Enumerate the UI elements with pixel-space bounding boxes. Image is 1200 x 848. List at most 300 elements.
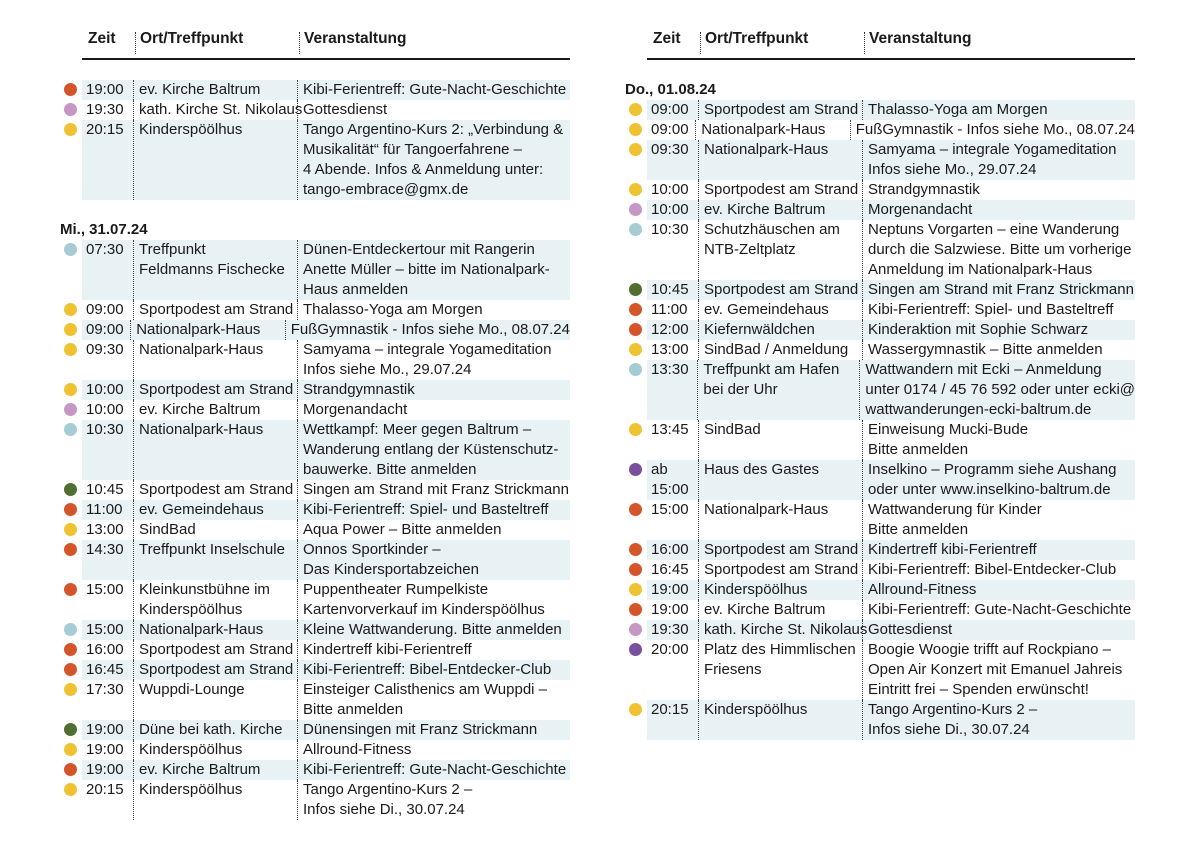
schedule-row xyxy=(647,460,1135,500)
event-line: Inselkino – Programm siehe Aushang xyxy=(868,461,1117,478)
event-location xyxy=(134,540,298,580)
event-location xyxy=(134,780,298,820)
event-line: Wanderung entlang der Küstenschutz- xyxy=(303,441,559,458)
event-line: Kibi-Ferientreff: Bibel-Entdecker-Club xyxy=(868,561,1117,578)
location-line: Kinderspöölhus xyxy=(139,741,243,758)
event-time xyxy=(647,340,699,360)
event-time xyxy=(82,760,134,780)
schedule-row xyxy=(647,560,1135,580)
schedule-row xyxy=(647,220,1135,280)
location-line: NTB-Zeltplatz xyxy=(704,241,796,258)
time-text: 10:00 xyxy=(86,401,124,418)
header-location: Ort/Treffpunkt xyxy=(140,30,244,47)
event-time xyxy=(82,120,134,200)
event-time xyxy=(82,500,134,520)
event-line: Kibi-Ferientreff: Bibel-Entdecker-Club xyxy=(303,661,552,678)
location-line: Treffpunkt Inselschule xyxy=(139,541,285,558)
schedule-row xyxy=(647,280,1135,300)
time-text: 19:00 xyxy=(651,601,689,618)
schedule-column-right xyxy=(625,28,1135,740)
event-location xyxy=(134,380,298,400)
event-time xyxy=(647,180,699,200)
location-line: Sportpodest am Strand xyxy=(704,101,859,118)
schedule-row xyxy=(82,520,570,540)
location-line: Sportpodest am Strand xyxy=(704,541,859,558)
time-text: 10:00 xyxy=(651,201,689,218)
category-dot-icon xyxy=(64,623,77,636)
event-location xyxy=(131,320,286,340)
event-line: Kibi-Ferientreff: Spiel- und Basteltreff xyxy=(303,501,549,518)
time-text: 09:00 xyxy=(651,121,689,138)
event-time xyxy=(82,640,134,660)
category-dot-icon xyxy=(64,723,77,736)
event-description xyxy=(298,500,570,520)
location-line: Nationalpark-Haus xyxy=(139,421,264,438)
location-line: Sportpodest am Strand xyxy=(139,641,294,658)
event-time xyxy=(647,140,699,180)
time-text: 19:00 xyxy=(86,741,124,758)
event-line: Infos siehe Mo., 29.07.24 xyxy=(868,161,1037,178)
category-dot-icon xyxy=(629,143,642,156)
event-location xyxy=(699,140,863,180)
location-line: Nationalpark-Haus xyxy=(139,341,264,358)
schedule-row xyxy=(82,640,570,660)
category-dot-icon xyxy=(629,283,642,296)
time-text: 16:45 xyxy=(86,661,124,678)
event-line: Morgenandacht xyxy=(868,201,973,218)
time-text: 11:00 xyxy=(86,501,123,518)
event-line: oder unter www.inselkino-baltrum.de xyxy=(868,481,1111,498)
location-line: Feldmanns Fischecke xyxy=(139,261,285,278)
event-line: Dünensingen mit Franz Strickmann xyxy=(303,721,538,738)
event-time xyxy=(647,620,699,640)
category-dot-icon xyxy=(629,303,642,316)
schedule-row xyxy=(82,580,570,620)
schedule-row xyxy=(647,180,1135,200)
event-line: wattwanderungen-ecki-baltrum.de xyxy=(865,401,1092,418)
schedule-row xyxy=(82,660,570,680)
location-line: Kinderspöölhus xyxy=(704,701,808,718)
event-line: Wassergymnastik – Bitte anmelden xyxy=(868,341,1103,358)
category-dot-icon xyxy=(629,323,642,336)
time-text: 10:00 xyxy=(651,181,689,198)
event-location xyxy=(699,340,863,360)
event-time xyxy=(647,600,699,620)
event-line: Kleine Wattwanderung. Bitte anmelden xyxy=(303,621,562,638)
event-location xyxy=(134,80,298,100)
category-dot-icon xyxy=(629,363,642,376)
event-line: Tango Argentino-Kurs 2: „Verbindung & xyxy=(303,121,564,138)
event-line: Kindertreff kibi-Ferientreff xyxy=(868,541,1037,558)
location-line: SindBad xyxy=(139,521,196,538)
event-location xyxy=(134,680,298,720)
table-header xyxy=(82,28,570,60)
schedule-row xyxy=(82,720,570,740)
location-line: Sportpodest am Strand xyxy=(704,181,859,198)
category-dot-icon xyxy=(64,503,77,516)
event-line: Kartenvorverkauf im Kinderspöölhus xyxy=(303,601,545,618)
time-text: 10:45 xyxy=(651,281,689,298)
schedule-row xyxy=(82,680,570,720)
location-line: ev. Kirche Baltrum xyxy=(139,401,261,418)
schedule-row xyxy=(647,100,1135,120)
event-time xyxy=(82,400,134,420)
category-dot-icon xyxy=(64,523,77,536)
event-description xyxy=(298,780,570,820)
time-text: 19:30 xyxy=(86,101,124,118)
location-line: Nationalpark-Haus xyxy=(139,621,264,638)
event-line: Tango Argentino-Kurs 2 – xyxy=(303,781,473,798)
event-description xyxy=(863,420,1135,460)
event-description xyxy=(863,220,1135,280)
time-text: 10:45 xyxy=(86,481,124,498)
time-text: 09:30 xyxy=(86,341,124,358)
header-time: Zeit xyxy=(653,30,681,47)
time-text: 19:00 xyxy=(86,81,124,98)
time-text: 20:15 xyxy=(86,121,124,138)
event-line: Tango Argentino-Kurs 2 – xyxy=(868,701,1038,718)
event-description xyxy=(863,640,1135,700)
event-description xyxy=(298,100,570,120)
location-line: kath. Kirche St. Nikolaus xyxy=(704,621,868,638)
event-location xyxy=(134,500,298,520)
event-location xyxy=(134,480,298,500)
schedule-row xyxy=(647,200,1135,220)
location-line: ev. Kirche Baltrum xyxy=(139,81,261,98)
time-text: 12:00 xyxy=(651,321,689,338)
category-dot-icon xyxy=(629,223,642,236)
location-line: ev. Kirche Baltrum xyxy=(704,201,826,218)
event-time xyxy=(647,220,699,280)
event-description xyxy=(863,540,1135,560)
event-time xyxy=(647,280,699,300)
event-description xyxy=(298,380,570,400)
event-time xyxy=(647,460,699,500)
category-dot-icon xyxy=(64,663,77,676)
event-location xyxy=(134,660,298,680)
time-text: 10:00 xyxy=(86,381,124,398)
schedule-row xyxy=(647,320,1135,340)
event-line: FußGymnastik - Infos siehe Mo., 08.07.24 xyxy=(855,121,1135,138)
category-dot-icon xyxy=(629,203,642,216)
event-time xyxy=(647,640,699,700)
event-location xyxy=(699,320,863,340)
category-dot-icon xyxy=(629,703,642,716)
event-description xyxy=(863,460,1135,500)
event-time xyxy=(647,200,699,220)
category-dot-icon xyxy=(64,763,77,776)
location-line: Nationalpark-Haus xyxy=(704,141,829,158)
event-line: Singen am Strand mit Franz Strickmann xyxy=(303,481,569,498)
schedule-list-left xyxy=(60,80,570,820)
time-text: 07:30 xyxy=(86,241,124,258)
time-text: 09:00 xyxy=(651,101,689,118)
event-line: Gottesdienst xyxy=(303,101,388,118)
time-text: 15:00 xyxy=(86,581,124,598)
time-text: 13:00 xyxy=(86,521,124,538)
schedule-row xyxy=(647,120,1135,140)
category-dot-icon xyxy=(64,243,77,256)
event-location xyxy=(134,420,298,480)
event-line: Anette Müller – bitte im Nationalpark- xyxy=(303,261,550,278)
event-description xyxy=(298,120,570,200)
event-line: Boogie Woogie trifft auf Rockpiano – xyxy=(868,641,1111,658)
schedule-row xyxy=(82,340,570,380)
time-text: 13:45 xyxy=(651,421,689,438)
location-line: kath. Kirche St. Nikolaus xyxy=(139,101,303,118)
location-line: ev. Kirche Baltrum xyxy=(139,761,261,778)
event-location xyxy=(134,100,303,120)
event-line: Onnos Sportkinder – xyxy=(303,541,441,558)
event-location xyxy=(134,120,298,200)
event-line: Infos siehe Di., 30.07.24 xyxy=(868,721,1030,738)
event-line: Kibi-Ferientreff: Spiel- und Basteltreff xyxy=(868,301,1114,318)
time-text: 17:30 xyxy=(86,681,124,698)
event-location xyxy=(699,640,863,700)
event-description xyxy=(298,620,570,640)
event-location xyxy=(699,700,863,740)
time-text: 20:15 xyxy=(86,781,124,798)
category-dot-icon xyxy=(64,83,77,96)
schedule-row xyxy=(647,500,1135,540)
event-location xyxy=(699,500,863,540)
event-time xyxy=(647,120,696,140)
event-location xyxy=(699,300,863,320)
event-description xyxy=(863,200,1135,220)
category-dot-icon xyxy=(64,543,77,556)
schedule-row xyxy=(82,480,570,500)
event-location xyxy=(134,580,298,620)
event-line: Open Air Konzert mit Emanuel Jahreis xyxy=(868,661,1123,678)
event-line: Bitte anmelden xyxy=(868,521,969,538)
event-description xyxy=(851,120,1135,140)
event-description xyxy=(863,140,1135,180)
event-description xyxy=(863,560,1135,580)
event-location xyxy=(699,600,863,620)
location-line: Kleinkunstbühne im xyxy=(139,581,270,598)
event-description xyxy=(863,320,1135,340)
event-time xyxy=(647,420,699,460)
event-line: Thalasso-Yoga am Morgen xyxy=(303,301,483,318)
time-text: 11:00 xyxy=(651,301,688,318)
category-dot-icon xyxy=(629,583,642,596)
event-description xyxy=(298,640,570,660)
header-event: Veranstaltung xyxy=(869,30,972,47)
schedule-row xyxy=(82,420,570,480)
event-time xyxy=(647,100,699,120)
category-dot-icon xyxy=(64,783,77,796)
event-location xyxy=(134,240,298,300)
schedule-list-right xyxy=(625,80,1135,740)
category-dot-icon xyxy=(629,343,642,356)
time-text: 14:30 xyxy=(86,541,124,558)
event-location xyxy=(699,620,868,640)
location-line: bei der Uhr xyxy=(703,381,778,398)
category-dot-icon xyxy=(64,643,77,656)
time-text: 09:00 xyxy=(86,321,124,338)
location-line: Platz des Himmlischen xyxy=(704,641,856,658)
time-text: 15:00 xyxy=(651,481,689,498)
event-description xyxy=(298,520,570,540)
location-line: Sportpodest am Strand xyxy=(139,481,294,498)
category-dot-icon xyxy=(629,463,642,476)
event-line: Anmeldung im Nationalpark-Haus xyxy=(868,261,1093,278)
event-description xyxy=(863,180,1135,200)
event-description xyxy=(298,760,570,780)
event-description xyxy=(863,600,1135,620)
event-line: Infos siehe Di., 30.07.24 xyxy=(303,801,465,818)
category-dot-icon xyxy=(629,543,642,556)
event-time xyxy=(647,540,699,560)
event-location xyxy=(134,400,298,420)
time-text: 16:45 xyxy=(651,561,689,578)
category-dot-icon xyxy=(629,603,642,616)
location-line: SindBad xyxy=(704,421,761,438)
day-heading: Mi., 31.07.24 xyxy=(60,221,148,238)
event-line: Infos siehe Mo., 29.07.24 xyxy=(303,361,472,378)
category-dot-icon xyxy=(629,103,642,116)
event-location xyxy=(699,540,863,560)
event-line: Haus anmelden xyxy=(303,281,409,298)
schedule-row xyxy=(647,700,1135,740)
location-line: Kinderspöölhus xyxy=(139,601,243,618)
event-description xyxy=(863,700,1135,740)
location-line: Sportpodest am Strand xyxy=(704,281,859,298)
event-line: Kibi-Ferientreff: Gute-Nacht-Geschichte xyxy=(868,601,1132,618)
schedule-row xyxy=(647,620,1135,640)
location-line: Sportpodest am Strand xyxy=(139,301,294,318)
schedule-row xyxy=(647,600,1135,620)
schedule-row xyxy=(82,320,570,340)
event-description xyxy=(298,580,570,620)
event-line: Allround-Fitness xyxy=(303,741,412,758)
event-location xyxy=(699,420,863,460)
event-description xyxy=(863,620,1135,640)
event-time xyxy=(82,540,134,580)
category-dot-icon xyxy=(629,563,642,576)
event-time xyxy=(82,720,134,740)
event-time xyxy=(647,500,699,540)
time-text: 09:00 xyxy=(86,301,124,318)
event-line: Das Kindersportabzeichen xyxy=(303,561,479,578)
event-location xyxy=(134,620,298,640)
event-time xyxy=(82,320,131,340)
event-line: Wattwanderung für Kinder xyxy=(868,501,1042,518)
category-dot-icon xyxy=(64,683,77,696)
event-line: Musikalität“ für Tangoerfahrene – xyxy=(303,141,523,158)
event-location xyxy=(699,280,863,300)
event-location xyxy=(134,640,298,660)
event-line: Samyama – integrale Yogameditation xyxy=(303,341,552,358)
location-line: Kinderspöölhus xyxy=(139,781,243,798)
event-location xyxy=(699,180,863,200)
event-line: Eintritt frei – Spenden erwünscht! xyxy=(868,681,1089,698)
event-line: Aqua Power – Bitte anmelden xyxy=(303,521,502,538)
time-text: 19:00 xyxy=(86,761,124,778)
event-location xyxy=(698,360,860,420)
event-line: Dünen-Entdeckertour mit Rangerin xyxy=(303,241,535,258)
event-location xyxy=(699,460,863,500)
location-line: Treffpunkt xyxy=(139,241,206,258)
event-location xyxy=(134,340,298,380)
event-line: Gottesdienst xyxy=(868,621,953,638)
schedule-column-left xyxy=(60,28,570,820)
event-time xyxy=(82,480,134,500)
event-line: Neptuns Vorgarten – eine Wanderung xyxy=(868,221,1120,238)
event-location xyxy=(134,760,298,780)
event-description xyxy=(298,420,570,480)
category-dot-icon xyxy=(629,423,642,436)
time-text: 16:00 xyxy=(86,641,124,658)
event-description xyxy=(298,240,570,300)
event-location xyxy=(699,560,863,580)
event-line: Bitte anmelden xyxy=(868,441,969,458)
schedule-row xyxy=(82,100,570,120)
event-line: bauwerke. Bitte anmelden xyxy=(303,461,477,478)
location-line: Kiefernwäldchen xyxy=(704,321,815,338)
location-line: Nationalpark-Haus xyxy=(136,321,261,338)
event-description xyxy=(860,360,1135,420)
event-time xyxy=(82,740,134,760)
event-description xyxy=(863,280,1135,300)
event-time xyxy=(82,80,134,100)
category-dot-icon xyxy=(64,483,77,496)
event-line: Wattwandern mit Ecki – Anmeldung xyxy=(865,361,1102,378)
category-dot-icon xyxy=(64,123,77,136)
category-dot-icon xyxy=(629,623,642,636)
location-line: Kinderspöölhus xyxy=(704,581,808,598)
event-line: FußGymnastik - Infos siehe Mo., 08.07.24 xyxy=(290,321,570,338)
event-location xyxy=(699,100,863,120)
category-dot-icon xyxy=(629,123,642,136)
time-text: 13:00 xyxy=(651,341,689,358)
location-line: Friesens xyxy=(704,661,762,678)
category-dot-icon xyxy=(64,403,77,416)
event-time xyxy=(82,100,134,120)
event-time xyxy=(82,520,134,540)
time-text: 16:00 xyxy=(651,541,689,558)
event-line: Kindertreff kibi-Ferientreff xyxy=(303,641,472,658)
event-location xyxy=(134,300,298,320)
event-time xyxy=(82,380,134,400)
event-description xyxy=(298,680,570,720)
event-description xyxy=(298,720,570,740)
time-text: 15:00 xyxy=(86,621,124,638)
schedule-row xyxy=(82,80,570,100)
event-description xyxy=(286,320,570,340)
time-text: 10:30 xyxy=(651,221,689,238)
event-line: Puppentheater Rumpelkiste xyxy=(303,581,489,598)
time-text: 15:00 xyxy=(651,501,689,518)
event-line: Samyama – integrale Yogameditation xyxy=(868,141,1117,158)
category-dot-icon xyxy=(64,343,77,356)
schedule-row xyxy=(647,580,1135,600)
schedule-row xyxy=(82,620,570,640)
event-description xyxy=(298,540,570,580)
event-time xyxy=(82,680,134,720)
event-description xyxy=(298,740,570,760)
event-line: Strandgymnastik xyxy=(868,181,980,198)
schedule-row xyxy=(647,340,1135,360)
location-line: Nationalpark-Haus xyxy=(704,501,829,518)
time-text: 20:15 xyxy=(651,701,689,718)
event-time xyxy=(647,580,699,600)
event-line: tango-embrace@gmx.de xyxy=(303,181,469,198)
category-dot-icon xyxy=(629,503,642,516)
day-heading: Do., 01.08.24 xyxy=(625,81,716,98)
category-dot-icon xyxy=(629,643,642,656)
event-line: Allround-Fitness xyxy=(868,581,977,598)
